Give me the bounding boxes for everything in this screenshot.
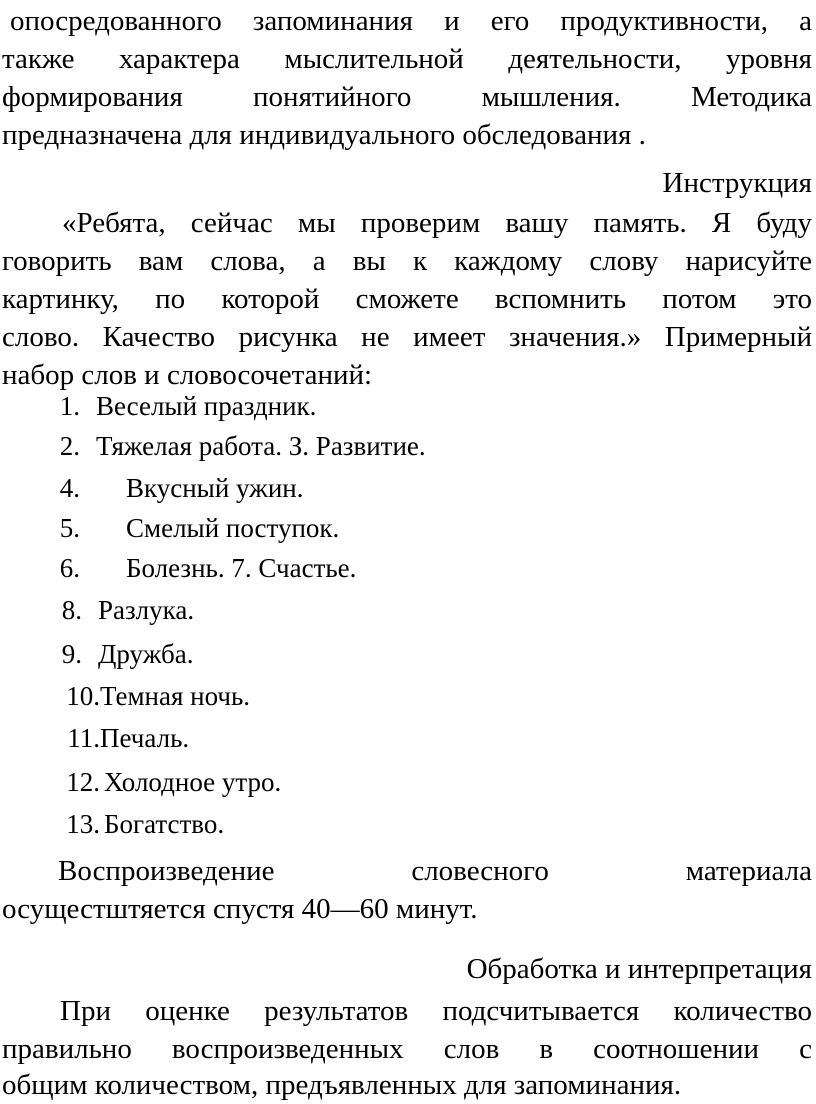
heading-instruction: Инструкция [662,167,812,199]
list-item-text: Тяжелая работа. З. Развитие. [96,431,426,461]
reproduction-line-1: Воспроизведение словесного материала [58,855,812,887]
intro-line-1: опосредованного запоминания и его продуктивности, а [10,5,812,37]
list-item-text: Разлука. [98,595,195,625]
list-item-text: Печаль. [100,723,190,753]
processing-line-2: правильно воспроизведенных слов в соотношении с [2,1033,812,1065]
list-item-text: Дружба. [98,639,194,669]
intro-line-2: также характера мыслительной деятельности, уровня [2,43,812,75]
instruction-line-1: «Ребята, сейчас мы проверим вашу память. Я буду [62,207,812,239]
list-item-number: 5. [59,513,80,543]
list-item-text: Болезнь. 7. Счастье. [126,553,357,583]
instruction-line-3: картинку, по которой сможете вспомнить потом это [2,283,812,315]
list-item-number: 6. [59,553,80,583]
list-item-number: 9. [61,639,82,669]
list-item-text: Вкусный ужин. [126,473,304,503]
list-item-number: 1. [59,391,80,421]
list-item-number: 10. [66,681,100,711]
heading-processing: Обработка и интерпретация [466,953,812,985]
intro-line-3: формирования понятийного мышления. Методика [2,81,812,113]
list-item-number: 13. [66,809,100,839]
list-item-number: 2. [59,431,80,461]
instruction-line-5: набор слов и словосочетаний: [2,359,373,391]
list-item-number: 4. [59,473,80,503]
reproduction-line-2: осущестштяется спустя 40—60 минут. [2,893,478,925]
list-item-text: Темная ночь. [100,681,251,711]
list-item-number: 8. [61,595,82,625]
list-item-text: Смелый поступок. [126,513,340,543]
list-item-text: Богатство. [104,809,225,839]
list-item-text: Веселый праздник. [96,391,317,421]
list-item-number: 11. [67,723,100,753]
processing-line-3: общим количеством, предъявленных для запоминания. [2,1069,682,1101]
instruction-line-2: говорить вам слова, а вы к каждому слову нарисуйте [2,245,812,277]
processing-line-1: При оценке результатов подсчитывается количество [60,995,812,1027]
list-item-number: 12. [66,767,100,797]
list-item-text: Холодное утро. [104,767,282,797]
instruction-line-4: слово. Качество рисунка не имеет значения.» Примерный [2,321,812,353]
intro-line-4: предназначена для индивидуального обследования . [2,119,646,151]
